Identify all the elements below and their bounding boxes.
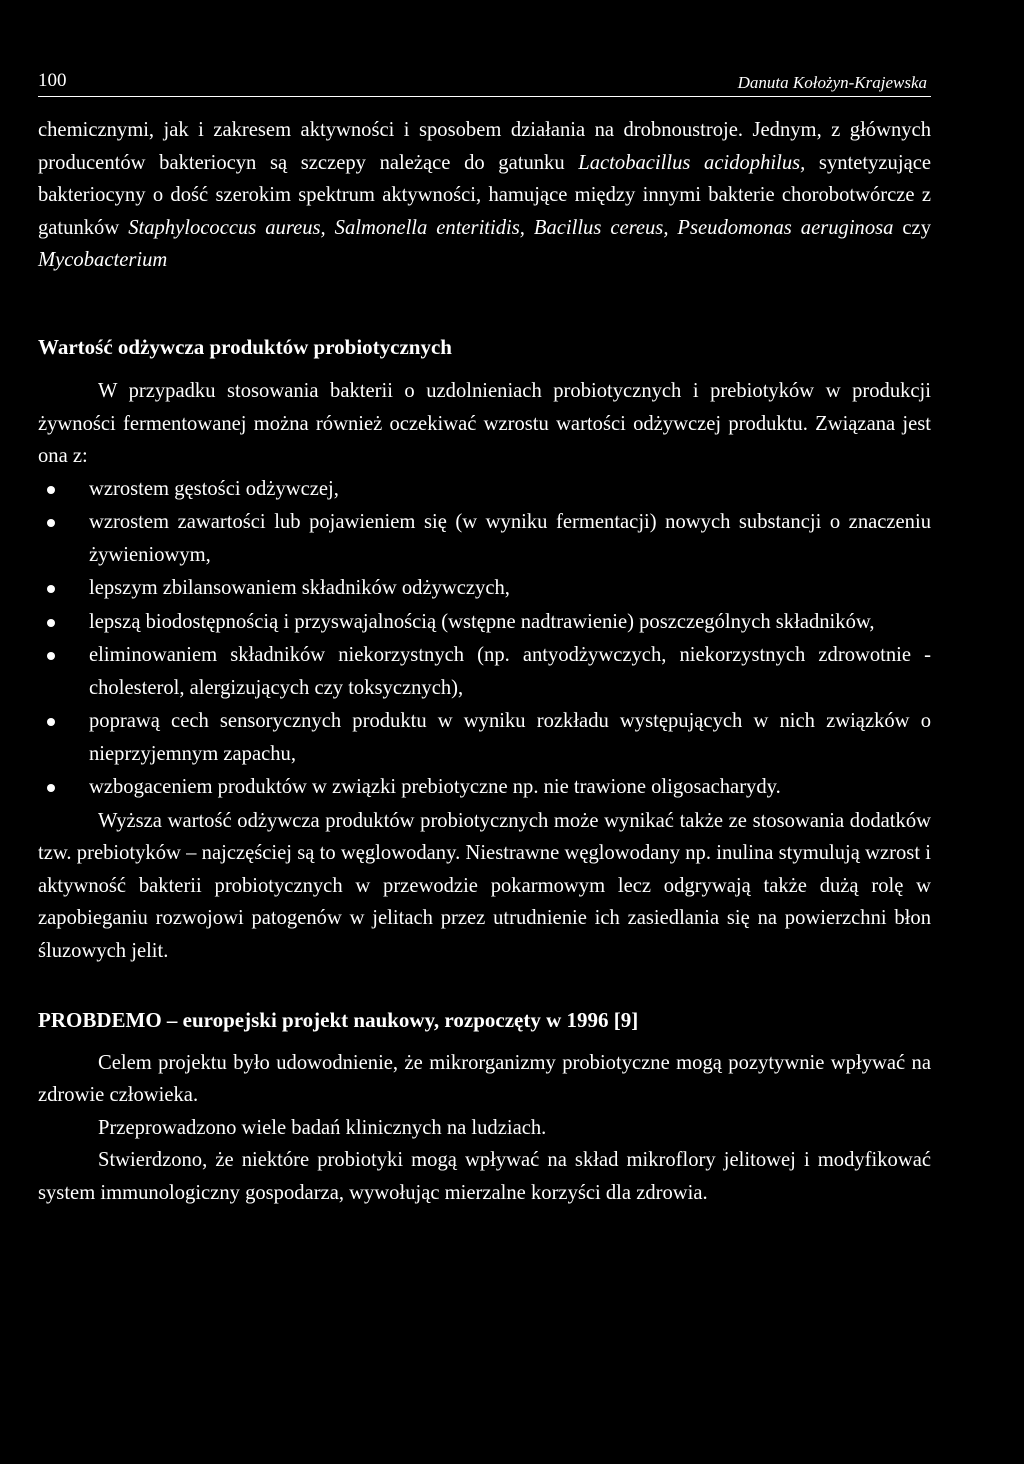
- bullet-icon: [47, 585, 55, 593]
- bullet-item: [38, 506, 931, 571]
- bullet-item: [38, 705, 931, 770]
- bullet-item: [38, 572, 931, 605]
- bullet-text: poprawą cech sensorycznych produktu w wyniku rozkładu występujących w nich związków o nieprzyjemnym zapachu,: [89, 710, 931, 765]
- bullet-icon: [47, 784, 55, 792]
- bullet-text: eliminowaniem składników niekorzystnych (np. antyodżywczych, niekorzystnych zdrowotnie - cholesterol, alergizujących czy toksycznych),: [89, 644, 931, 699]
- section-paragraph: Celem projektu było udowodnienie, że mikrorganizmy probiotyczne mogą pozytywnie wpływać na zdrowie człowieka.: [38, 1051, 931, 1106]
- bullet-icon: [47, 519, 55, 527]
- species-name: Lactobacillus acidophilus,: [578, 151, 806, 174]
- bullet-text: lepszym zbilansowaniem składników odżywczych,: [89, 577, 510, 599]
- page-number: 100: [38, 70, 67, 91]
- bullet-text: wzrostem gęstości odżywczej,: [89, 477, 339, 500]
- bullet-item: [38, 771, 931, 804]
- species-name: Mycobacterium: [38, 249, 168, 271]
- section-paragraph: Wyższa wartość odżywcza produktów probiotycznych może wynikać także ze stosowania dodatków tzw. prebiotyków – najczęściej są to węglowodany. Niestrawne węglowodany np. inulina stymulują wzrost i aktywność bakterii probiotycznych w przewodzie pokarmowym lecz odgrywają także dużą rolę w zapobieganiu rozwojowi patogenów w jelitach przez utrudnienie ich zasiedlania się na powierzchni błon śluzowych jelit.: [38, 809, 931, 962]
- running-head-author: Danuta Kołożyn-Krajewska: [737, 73, 927, 92]
- bullet-icon: [47, 652, 55, 660]
- section-paragraph: Stwierdzono, że niektóre probiotyki mogą wpływać na skład mikroflory jelitowej i modyfikować system immunologiczny gospodarza, wywołując mierzalne korzyści dla zdrowia.: [38, 1149, 931, 1204]
- section-heading-probdemo: PROBDEMO – europejski projekt naukowy, rozpoczęty w 1996 [9]: [38, 1008, 639, 1032]
- section-paragraph: Przeprowadzono wiele badań klinicznych na ludziach.: [98, 1116, 547, 1139]
- intro-text-2: syntetyzujące bakteriocyny o dość szerokim spektrum aktywności, hamujące między innymi bakterie chorobotwórcze z gatunków: [38, 151, 931, 239]
- bullet-text: lepszą biodostępnością i przyswajalnością (wstępne nadtrawienie) poszczególnych składników,: [89, 610, 875, 633]
- bullet-list: [38, 473, 931, 804]
- bullet-text: wzbogaceniem produktów w związki prebiotyczne np. nie trawione oligosacharydy.: [89, 776, 781, 798]
- bullet-item: [38, 473, 931, 506]
- species-list: Staphylococcus aureus, Salmonella enteritidis, Bacillus cereus, Pseudomonas aeruginosa: [128, 216, 894, 239]
- bullet-item: [38, 639, 931, 704]
- bullet-text: wzrostem zawartości lub pojawieniem się (w wyniku fermentacji) nowych substancji o znaczeniu żywieniowym,: [89, 511, 931, 566]
- section-heading-nutritional-value: Wartość odżywcza produktów probiotycznych: [38, 334, 452, 359]
- page-header: [38, 68, 931, 97]
- bullet-icon: [47, 718, 55, 726]
- bullet-icon: [47, 486, 55, 494]
- intro-paragraph: [38, 114, 931, 277]
- intro-text-3: czy: [893, 216, 931, 239]
- bullet-icon: [47, 619, 55, 627]
- bullet-item: [38, 606, 931, 639]
- page-content: [38, 114, 931, 1209]
- intro-text-1: chemicznymi, jak i zakresem aktywności i sposobem działania na drobnoustroje. Jednym, z głównych producentów bakteriocyn są szczepy należące do gatunku: [38, 119, 931, 174]
- section-paragraph: W przypadku stosowania bakterii o uzdolnieniach probiotycznych i prebiotyków w produkcji żywności fermentowanej można również oczekiwać wzrostu wartości odżywczej produktu. Związana jest ona z:: [38, 380, 931, 467]
